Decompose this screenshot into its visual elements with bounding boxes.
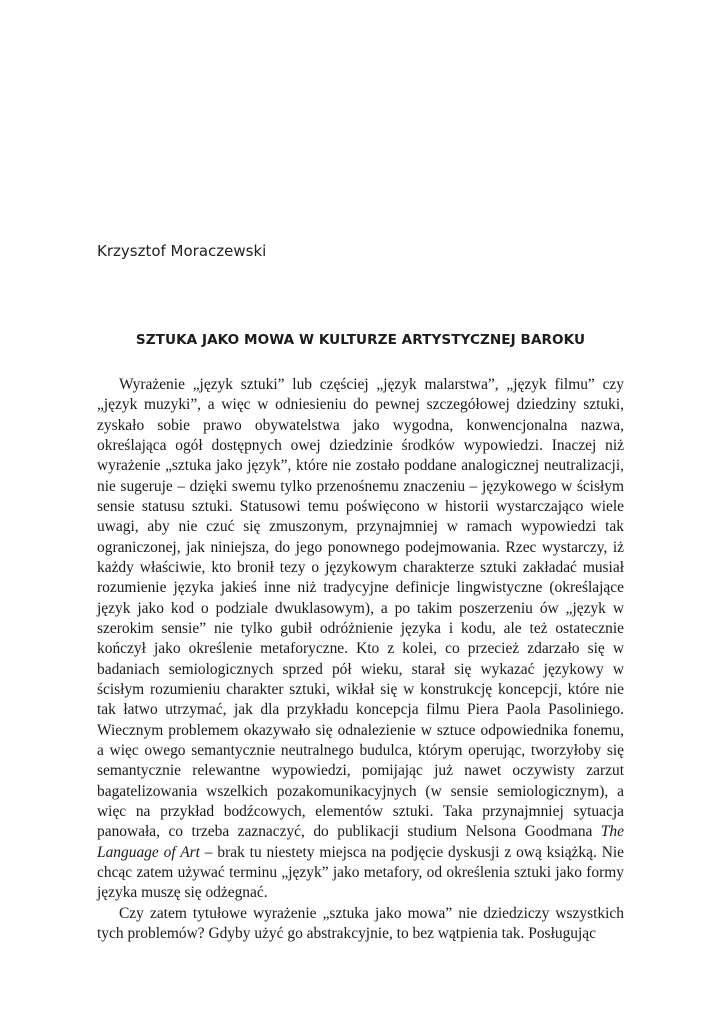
author-name: Krzysztof Moraczewski [97, 242, 267, 260]
book-title-italic: The Language of Art [97, 823, 624, 861]
paragraph: Czy zatem tytułowe wyrażenie „sztuka jako mowa” nie dziedziczy wszystkich tych problemów? Gdyby użyć go abstrakcyjnie, to bez wątpienia tak. Posługując [97, 904, 624, 942]
paragraph-text: – brak tu niestety miejsca na podjęcie dyskusji z ową książką. Nie chcąc zatem używać terminu „język” jako metafory, od określenia sztuki jako formy języka muszę się odżegnać. [97, 843, 624, 902]
paragraph [97, 375, 624, 904]
article-body [97, 375, 624, 944]
paragraph-text: Wyrażenie „język sztuki” lub częściej „język malarstwa”, „język filmu” czy „język muzyki”, a więc w odniesieniu do pewnej szczegółowej dziedziny sztuki, zyskało sobie prawo obywatelstwa jako wygodna, konwencjonalna nazwa, określająca ogół dostępnych owej dziedzinie środków wypowiedzi. Inaczej niż wyrażenie „sztuka jako język”, które nie zostało poddane analogicznej neutralizacji, nie sugeruje – dzięki swemu tylko przenośnemu znaczeniu – językowego w ścisłym sensie statusu sztuki. Statusowi temu poświęcono w historii wystarczająco wiele uwagi, aby nie czuć się zmuszonym, przynajmniej w ramach wypowiedzi tak ograniczonej, jak niniejsza, do jego ponownego podejmowania. Rzec wystarczy, iż każdy właściwie, kto bronił tezy o językowym charakterze sztuki zakładać musiał rozumienie języka jakieś inne niż tradycyjne definicje lingwistyczne (określające język jako kod o podziale dwuklasowym), a po takim poszerzeniu ów „język w szerokim sensie” nie tylko gubił odróżnienie języka i kodu, ale też ostatecznie kończył jako określenie metaforyczne. Kto z kolei, co przecież zdarzało się w badaniach semiologicznych sprzed pół wieku, starał się wykazać językowy w ścisłym rozumieniu charakter sztuki, wikłał się w konstrukcję koncepcji, które nie tak łatwo utrzymać, jak dla przykładu koncepcja filmu Piera Paola Pasoliniego. Wiecznym problemem okazywało się odnalezienie w sztuce odpowiednika fonemu, a więc owego semantycznie neutralnego budulca, którym operując, tworzyłoby się semantycznie relewantne wypowiedzi, pomijając już nawet oczywisty zarzut bagatelizowania wszelkich pozakomunikacyjnych (w sensie semiologicznym), a więc na przykład bodźcowych, elementów sztuki. Taka przynajmniej sytuacja panowała, co trzeba zaznaczyć, do publikacji studium Nelsona Goodmana [97, 376, 624, 841]
article-title: SZTUKA JAKO MOWA W KULTURZE ARTYSTYCZNEJ BAROKU [135, 332, 586, 348]
